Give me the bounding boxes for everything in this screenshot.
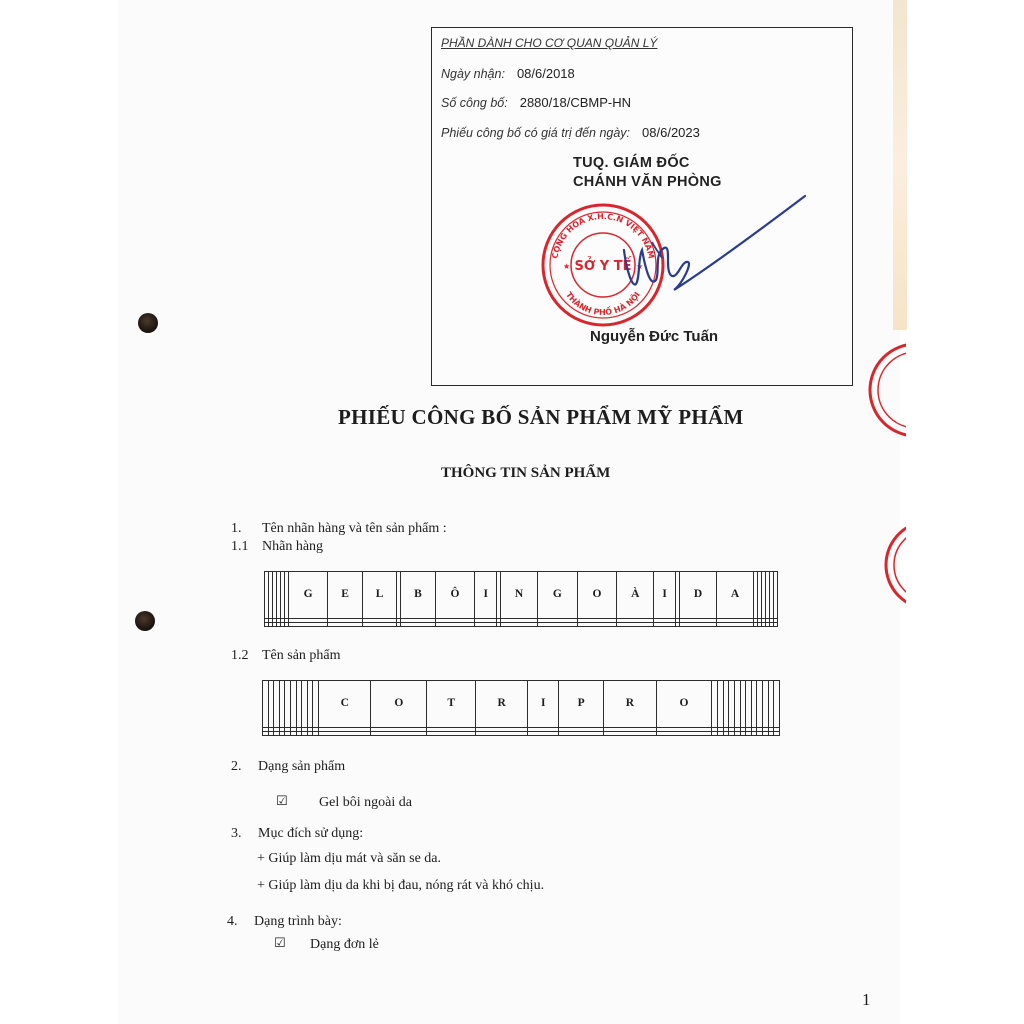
brand-grid-cell	[475, 623, 497, 627]
svg-text:★: ★	[563, 262, 571, 271]
role-line-1: TUQ. GIÁM ĐỐC	[573, 155, 690, 171]
punch-hole-top	[138, 313, 158, 333]
document-subtitle: THÔNG TIN SẢN PHẨM	[441, 465, 611, 481]
received-row	[441, 66, 575, 81]
section-3-line-1: + Giúp làm dịu mát và săn se da.	[257, 851, 442, 866]
checkbox-icon: ☑	[274, 936, 286, 951]
product-grid-cell	[427, 732, 476, 736]
brand-grid-cell: I	[654, 572, 676, 619]
brand-grid-cell	[654, 623, 676, 627]
product-grid-cell	[528, 732, 559, 736]
number-value: 2880/18/CBMP-HN	[519, 95, 631, 110]
brand-grid-cell	[773, 623, 777, 627]
product-grid-cell	[656, 732, 712, 736]
product-name-grid	[262, 680, 780, 736]
section-2-number: 2.	[231, 759, 242, 774]
svg-text:★: ★	[636, 262, 644, 271]
punch-hole-bottom	[135, 611, 155, 631]
product-grid-cell: O	[656, 681, 712, 728]
left-margin	[0, 0, 119, 1024]
brand-grid-cell: I	[475, 572, 497, 619]
section-1-label: Tên nhãn hàng và tên sản phẩm :	[262, 521, 447, 536]
brand-grid-cell	[501, 623, 538, 627]
stamp-ring-top: CỘNG HÒA X.H.C.N VIỆT NAM	[550, 211, 656, 260]
brand-grid-cell: Ô	[435, 572, 475, 619]
brand-grid-cell	[328, 623, 362, 627]
brand-grid-row	[265, 623, 778, 627]
section-1-number: 1.	[231, 521, 242, 536]
stamp-ring-bottom: THÀNH PHỐ HÀ NỘI	[563, 290, 643, 318]
brand-grid-cell	[717, 623, 754, 627]
product-grid-cell	[371, 732, 427, 736]
partial-stamp-bottom	[880, 515, 906, 615]
section-4-label: Dạng trình bày:	[254, 914, 342, 929]
brand-grid-cell	[577, 623, 617, 627]
number-row	[441, 95, 631, 110]
brand-grid-cell	[538, 623, 578, 627]
brand-grid-cell	[401, 623, 435, 627]
brand-grid-cell: E	[328, 572, 362, 619]
role-line-2: CHÁNH VĂN PHÒNG	[573, 174, 722, 190]
section-4-number: 4.	[227, 914, 238, 929]
brand-grid-cell: O	[577, 572, 617, 619]
right-margin	[900, 0, 1024, 1024]
brand-grid-cell: D	[680, 572, 717, 619]
product-grid-row	[263, 732, 780, 736]
background-edge	[893, 0, 907, 330]
admin-box	[431, 27, 853, 386]
section-1-2-label: Tên sản phẩm	[262, 648, 341, 663]
brand-grid-cell: B	[401, 572, 435, 619]
section-1-1-label: Nhãn hàng	[262, 539, 324, 554]
valid-row	[441, 125, 700, 140]
received-value: 08/6/2018	[516, 66, 575, 81]
section-4-option: Dạng đơn lẻ	[310, 937, 379, 952]
product-grid-cell	[774, 732, 780, 736]
received-label: Ngày nhận:	[441, 67, 505, 81]
brand-grid-cell: L	[362, 572, 396, 619]
product-grid-cell	[319, 732, 371, 736]
number-label: Số công bố:	[441, 96, 508, 110]
brand-grid-cell: G	[288, 572, 328, 619]
brand-grid-cell	[617, 623, 654, 627]
product-grid-cell: C	[319, 681, 371, 728]
brand-grid-row	[265, 572, 778, 619]
signer-name: Nguyễn Đức Tuấn	[590, 328, 719, 345]
brand-grid-cell: N	[501, 572, 538, 619]
section-1-2-number: 1.2	[231, 648, 249, 663]
section-2-option: Gel bôi ngoài da	[319, 795, 412, 810]
product-grid-cell: R	[604, 681, 656, 728]
admin-heading: PHẦN DÀNH CHO CƠ QUAN QUẢN LÝ	[441, 36, 658, 50]
page-number: 1	[862, 990, 871, 1009]
brand-grid-cell	[435, 623, 475, 627]
valid-label: Phiếu công bố có giá trị đến ngày:	[441, 126, 631, 140]
product-grid-cell: I	[528, 681, 559, 728]
signature	[612, 188, 812, 298]
brand-grid-cell	[288, 623, 328, 627]
valid-value: 08/6/2023	[642, 125, 700, 140]
product-grid-cell: T	[427, 681, 476, 728]
product-grid-cell: O	[371, 681, 427, 728]
product-grid-row	[263, 681, 780, 728]
document-title: PHIẾU CÔNG BỐ SẢN PHẨM MỸ PHẨM	[338, 405, 744, 429]
partial-stamp-top	[866, 330, 906, 450]
brand-grid-cell	[362, 623, 396, 627]
section-3-line-2: + Giúp làm dịu da khi bị đau, nóng rát và khó chịu.	[257, 878, 545, 893]
product-grid-cell	[559, 732, 604, 736]
brand-grid-cell: G	[538, 572, 578, 619]
section-3-number: 3.	[231, 826, 242, 841]
stamp-center: SỞ Y TẾ	[574, 259, 632, 274]
product-grid-cell	[476, 732, 528, 736]
section-3-label: Mục đích sử dụng:	[258, 826, 364, 841]
section-2-label: Dạng sản phẩm	[258, 759, 346, 774]
brand-grid-cell: À	[617, 572, 654, 619]
section-1-1-number: 1.1	[231, 539, 249, 554]
brand-grid-cell	[773, 572, 777, 619]
product-grid-cell	[604, 732, 656, 736]
brand-name-grid	[264, 571, 778, 627]
product-grid-cell: P	[559, 681, 604, 728]
product-grid-cell	[774, 681, 780, 728]
brand-grid-cell	[680, 623, 717, 627]
checkbox-icon: ☑	[276, 794, 288, 809]
brand-grid-cell: A	[717, 572, 754, 619]
product-grid-cell: R	[476, 681, 528, 728]
